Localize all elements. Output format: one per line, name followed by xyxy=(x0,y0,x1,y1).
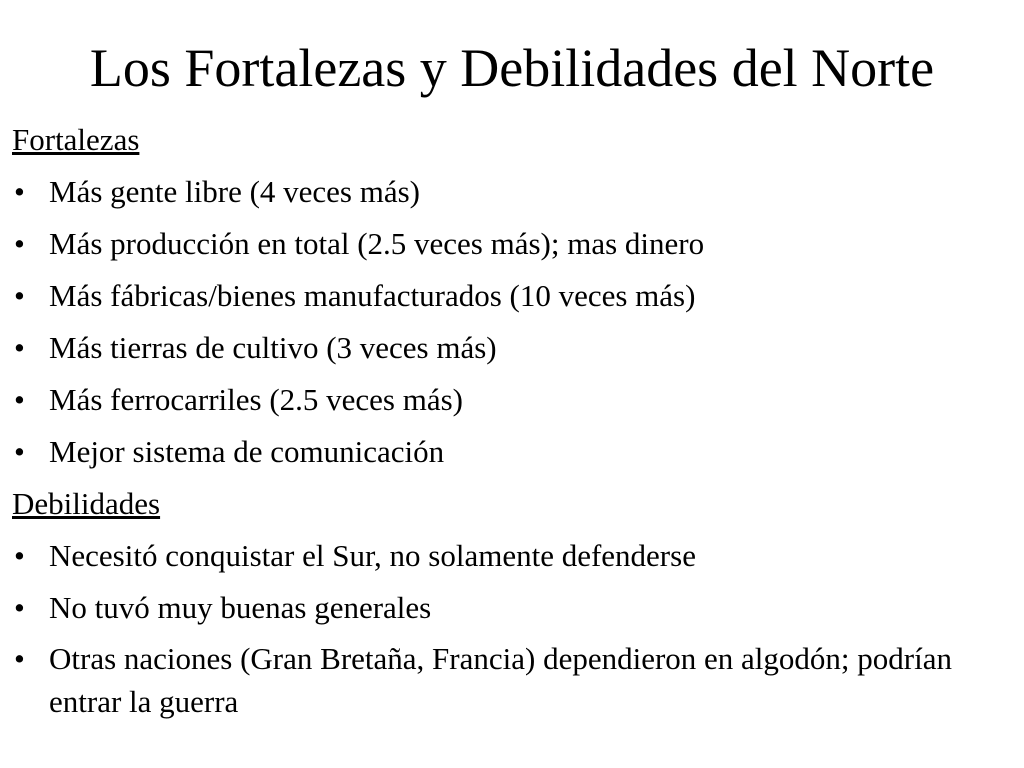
bullet-text: Más gente libre (4 veces más) xyxy=(49,174,421,209)
bullet-list xyxy=(12,169,1012,474)
bullet-item xyxy=(12,221,1012,266)
bullet-item xyxy=(12,585,1012,630)
section-fortalezas xyxy=(12,117,1012,474)
bullet-icon: • xyxy=(14,278,25,313)
bullet-icon: • xyxy=(14,174,25,209)
bullet-text: Más producción en total (2.5 veces más); mas dinero xyxy=(49,226,705,261)
bullet-icon: • xyxy=(14,226,25,261)
bullet-icon: • xyxy=(14,641,25,676)
slide-body xyxy=(12,117,1012,730)
bullet-icon: • xyxy=(14,538,25,573)
bullet-text: No tuvó muy buenas generales xyxy=(49,590,432,625)
bullet-icon: • xyxy=(14,330,25,365)
bullet-icon: • xyxy=(14,382,25,417)
bullet-text: Más ferrocarriles (2.5 veces más) xyxy=(49,382,464,417)
bullet-icon: • xyxy=(14,434,25,469)
bullet-text: Mejor sistema de comunicación xyxy=(49,434,445,469)
bullet-item xyxy=(12,273,1012,318)
bullet-text: Más tierras de cultivo (3 veces más) xyxy=(49,330,497,365)
section-heading: Fortalezas xyxy=(12,122,140,157)
bullet-item xyxy=(12,377,1012,422)
bullet-item xyxy=(12,325,1012,370)
bullet-text: Más fábricas/bienes manufacturados (10 veces más) xyxy=(49,278,696,313)
bullet-item xyxy=(12,533,1012,578)
section-heading: Debilidades xyxy=(12,486,161,521)
bullet-item xyxy=(12,429,1012,474)
bullet-text: Necesitó conquistar el Sur, no solamente defenderse xyxy=(49,538,696,573)
bullet-text: Otras naciones (Gran Bretaña, Francia) dependieron en algodón; podrían entrar la guerra xyxy=(49,641,952,719)
bullet-item xyxy=(12,637,1012,723)
slide-title: Los Fortalezas y Debilidades del Norte xyxy=(89,38,935,98)
bullet-list xyxy=(12,533,1012,723)
section-debilidades xyxy=(12,481,1012,723)
bullet-item xyxy=(12,169,1012,214)
bullet-icon: • xyxy=(14,590,25,625)
